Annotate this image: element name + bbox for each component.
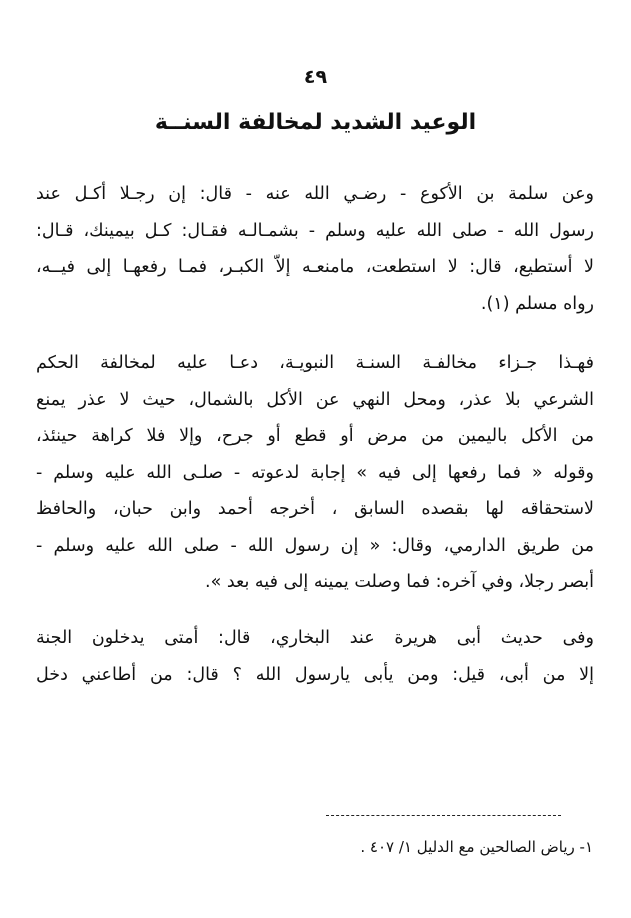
footnote-separator: [326, 815, 561, 816]
paragraph-line: من طريق الدارمي، وقال: « إن رسول الله - صلى الله عليه وسلم -: [36, 535, 594, 556]
page-number: ٤٩: [303, 66, 328, 88]
paragraph-1: [36, 176, 594, 322]
footnote: ١- رياض الصالحين مع الدليل ١/ ٤٠٧ .: [360, 838, 593, 856]
paragraph-line: وفى حديث أبى هريرة عند البخاري، قال: أمتى يدخلون الجنة: [36, 628, 594, 648]
paragraph-line: أبصر رجلا، وفي آخره: فما وصلت يمينه إلى فيه بعد ».: [205, 572, 594, 592]
paragraph-line: الشرعي بلا عذر، ومحل النهي عن الأكل بالشمال، حيث لا عذر يمنع: [36, 389, 594, 410]
paragraph-line: رواه مسلم (١).: [480, 293, 594, 314]
paragraph-line: من الأكل باليمين من مرض أو قطع أو جرح، وإلا فلا كراهة حينئذ،: [36, 426, 594, 446]
paragraph-3: [36, 620, 594, 693]
paragraph-line: وقوله « فما رفعها إلى فيه » إجابة لدعوته - صلـى الله عليه وسلم -: [36, 462, 594, 483]
paragraph-2: [36, 345, 594, 601]
paragraph-line: رسول الله - صلى الله عليه وسلم - بشمـالـه فقـال: كـل بيمينك، قـال:: [36, 220, 594, 241]
paragraph-line: وعن سلمة بن الأكوع - رضـي الله عنه - قال: إن رجـلا أكـل عند: [36, 184, 594, 204]
paragraph-line: لاستحقاقه لها بقصده السابق ، أخرجه أحمد وابن حبان، والحافظ: [36, 499, 594, 519]
paragraph-line: فهـذا جـزاء مخالفـة السنـة النبويـة، دعـا عليه لمخالفة الحكم: [36, 353, 594, 373]
paragraph-line: إلا من أبى، قيل: ومن يأبى يارسول الله ؟ قال: من أطاعني دخل: [36, 664, 594, 685]
paragraph-line: لا أستطيع، قال: لا استطعت، مامنعـه إلاّ الكبـر، فمـا رفعهـا إلى فيــه،: [36, 257, 594, 277]
chapter-title: الوعيد الشديد لمخالفة السنــة: [154, 110, 477, 135]
